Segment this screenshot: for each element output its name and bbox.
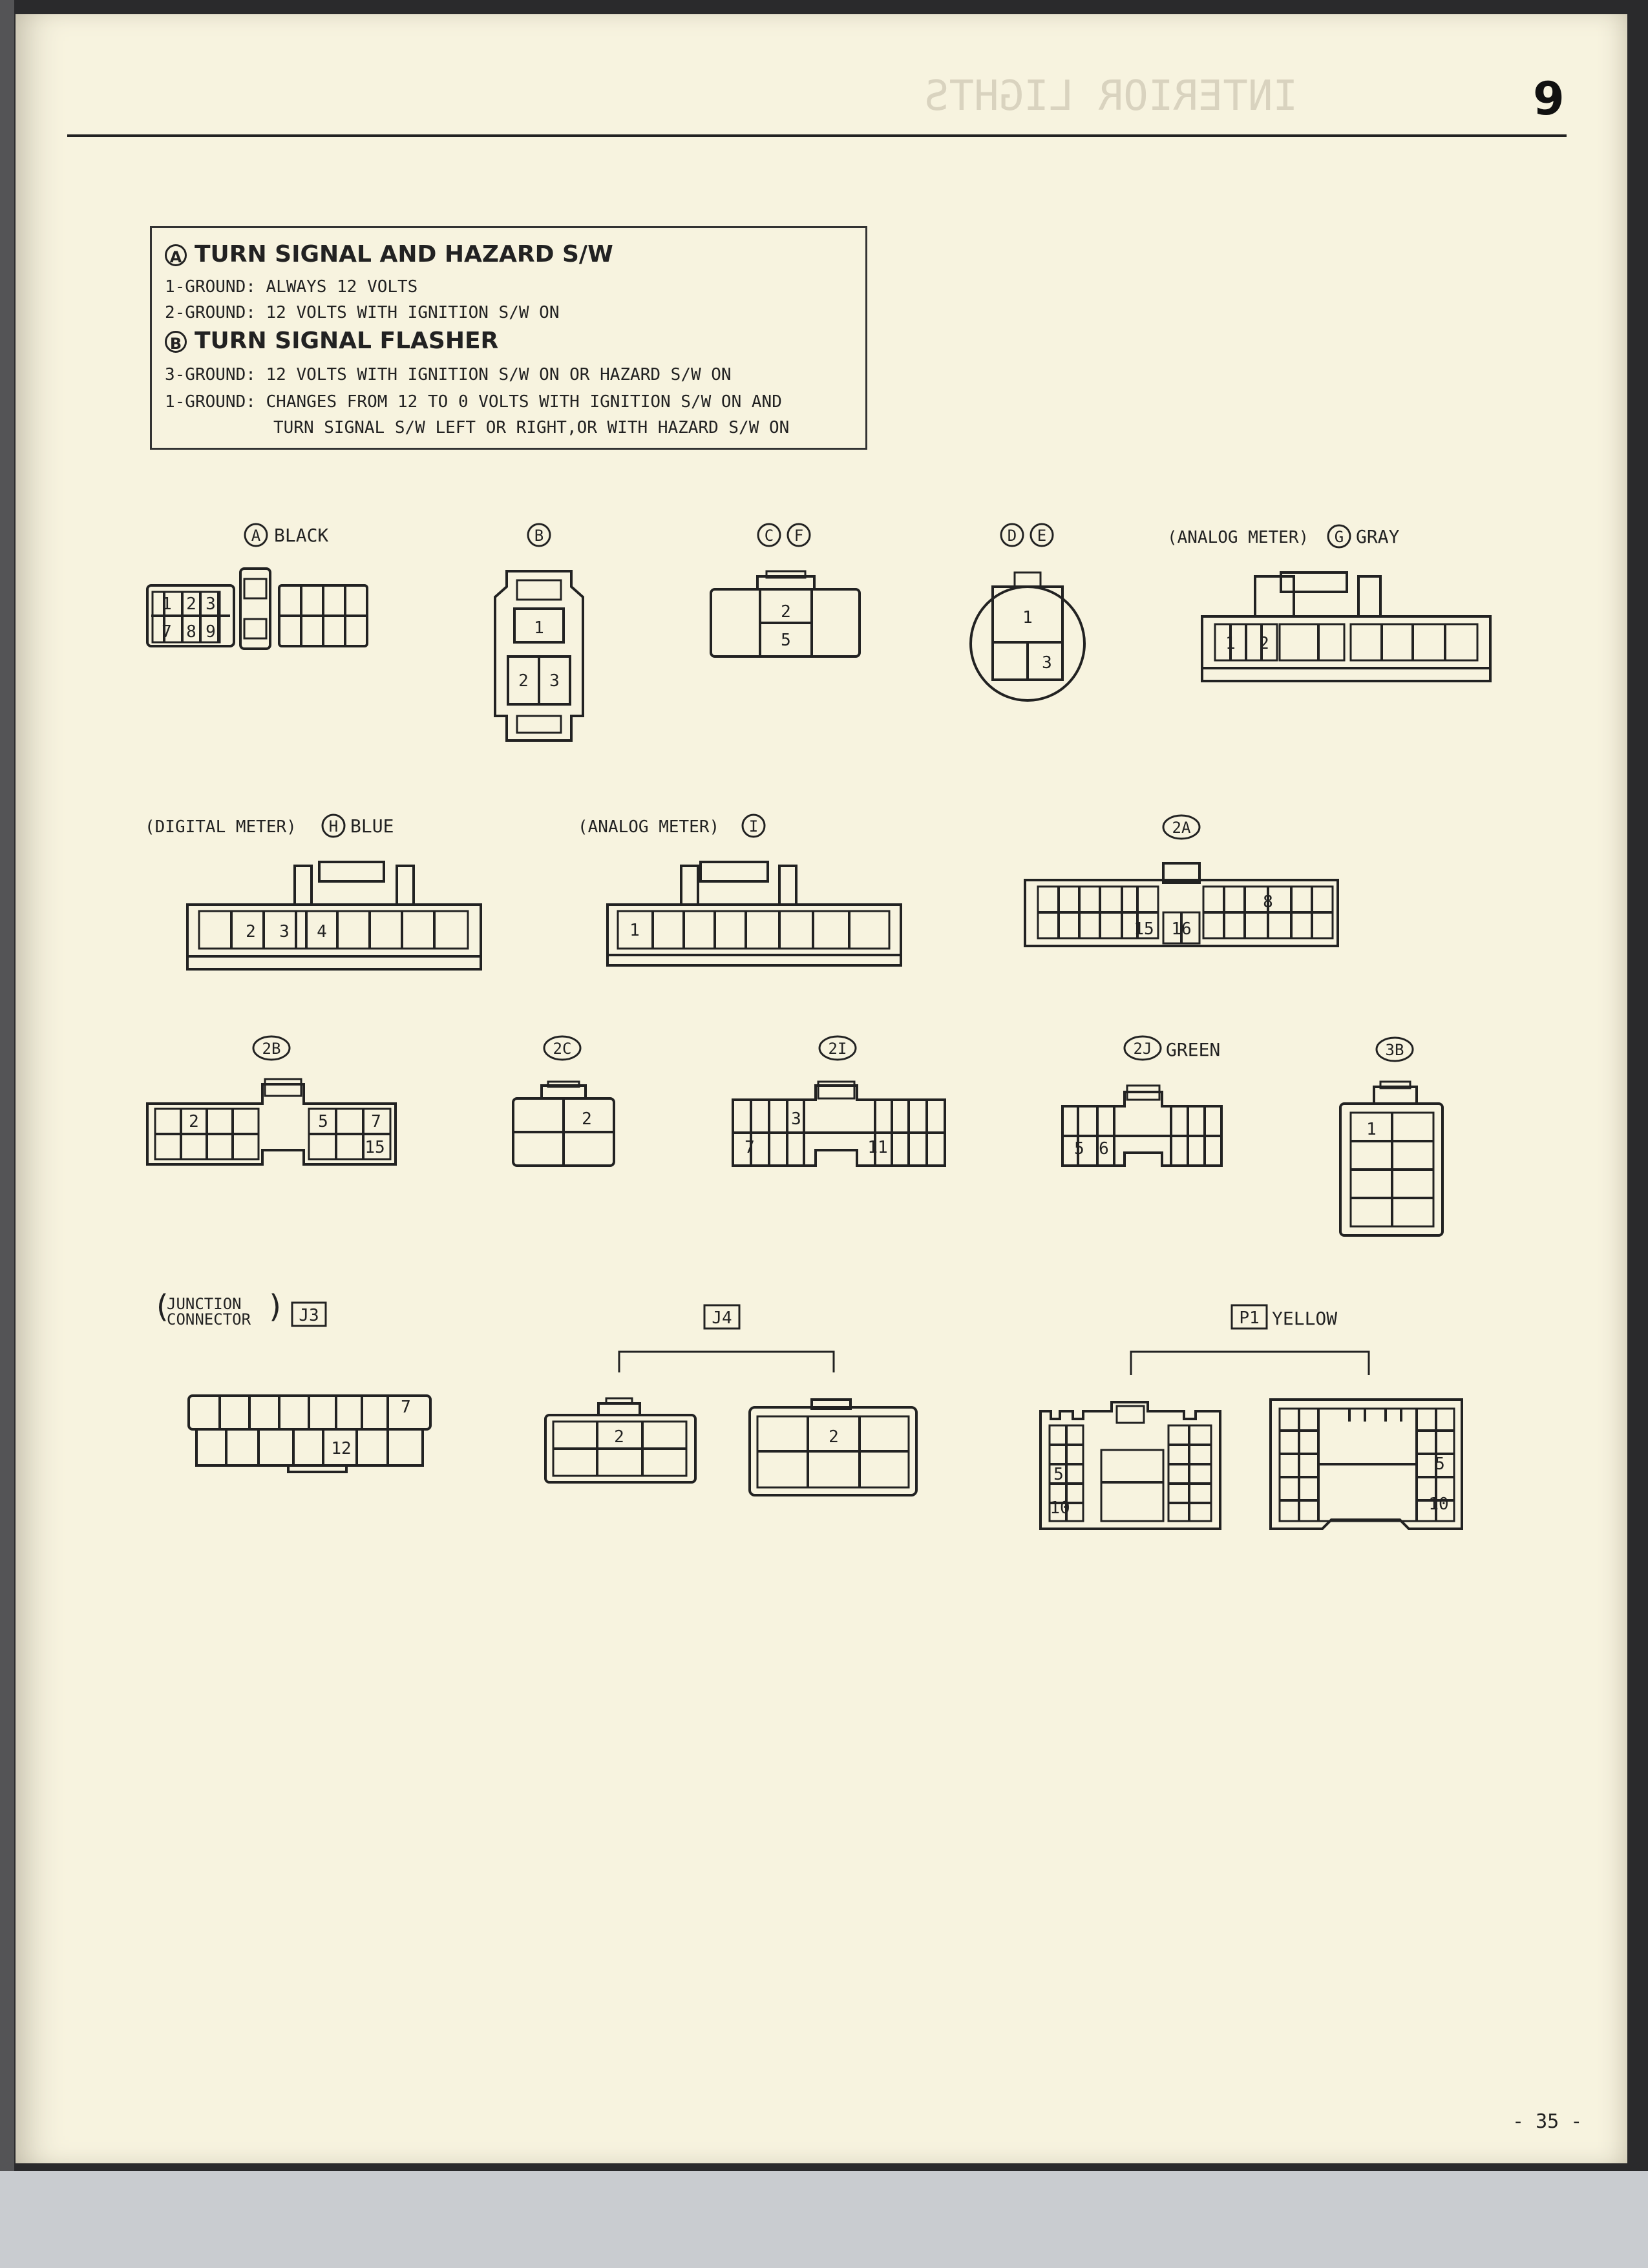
- note-a-title: TURN SIGNAL AND HAZARD S/W: [195, 241, 613, 268]
- pin-2j-5: 5: [1074, 1139, 1084, 1159]
- connector-e-id: E: [1037, 527, 1047, 545]
- pin-b-3: 3: [549, 671, 560, 691]
- pin-cf-2: 2: [781, 602, 791, 622]
- note-b-line-2: 1-GROUND: CHANGES FROM 12 TO 0 VOLTS WITH IGNITION S/W ON AND: [165, 392, 782, 412]
- pin-g-1: 1: [1225, 634, 1236, 653]
- connector-j4-id: J4: [712, 1308, 732, 1328]
- pin-a-8: 8: [186, 622, 196, 642]
- pin-2j-6: 6: [1099, 1139, 1109, 1159]
- note-b-title: TURN SIGNAL FLASHER: [195, 328, 499, 354]
- connector-h: [187, 815, 481, 969]
- connector-j4: [545, 1305, 916, 1495]
- connector-3b-id: 3B: [1385, 1041, 1404, 1059]
- pin-g-2: 2: [1259, 634, 1269, 653]
- pin-h-4: 4: [317, 922, 327, 941]
- pin-2c-2: 2: [582, 1109, 592, 1129]
- pin-2a-15: 15: [1134, 919, 1154, 939]
- connector-p1-color: YELLOW: [1272, 1308, 1338, 1329]
- connector-h-id: H: [328, 817, 339, 835]
- connector-c-id: C: [764, 527, 774, 545]
- connector-g-color: GRAY: [1356, 526, 1400, 547]
- connector-f-id: F: [794, 527, 804, 545]
- connector-a-id: A: [251, 527, 261, 545]
- connector-a-color: BLACK: [274, 525, 329, 546]
- connector-h-prefix: (DIGITAL METER): [145, 817, 297, 837]
- pin-de-1: 1: [1022, 608, 1033, 627]
- j3-paren-open: (: [153, 1288, 171, 1325]
- note-a-line-1: 1-GROUND: ALWAYS 12 VOLTS: [165, 277, 418, 297]
- pin-p1-left-5: 5: [1053, 1465, 1064, 1484]
- pin-3b-1: 1: [1366, 1120, 1377, 1139]
- pin-j4-left-2: 2: [614, 1427, 624, 1447]
- pin-p1-right-5: 5: [1435, 1454, 1445, 1474]
- section-number: 9: [1533, 72, 1565, 125]
- pin-2a-16: 16: [1171, 919, 1192, 939]
- pin-j3-12: 12: [331, 1439, 352, 1458]
- pin-2b-7: 7: [371, 1112, 381, 1131]
- pin-a-2: 2: [186, 594, 196, 614]
- j3-paren-close: ): [266, 1288, 285, 1325]
- pin-cf-5: 5: [781, 631, 791, 650]
- connector-2j-color: GREEN: [1166, 1039, 1221, 1060]
- pin-a-3: 3: [206, 594, 216, 614]
- pin-b-2: 2: [518, 671, 529, 691]
- pin-b-1: 1: [534, 618, 544, 638]
- connector-3b: [1340, 1038, 1442, 1235]
- connector-p1: [1041, 1305, 1462, 1529]
- connector-b-id: B: [534, 527, 544, 545]
- note-b-line-3: TURN SIGNAL S/W LEFT OR RIGHT,OR WITH HAZARD S/W ON: [273, 418, 790, 437]
- pin-2b-5: 5: [318, 1112, 328, 1131]
- connector-i-prefix: (ANALOG METER): [578, 817, 720, 837]
- connector-h-color: BLUE: [350, 815, 394, 837]
- pin-a-7: 7: [162, 622, 172, 642]
- connector-j3-id: J3: [299, 1306, 319, 1325]
- circled-letter-b: B: [165, 331, 187, 353]
- pin-h-2: 2: [246, 922, 256, 941]
- pin-a-1: 1: [162, 594, 172, 614]
- j3-prefix-line2: CONNECTOR: [167, 1310, 251, 1328]
- page-number: - 35 -: [1512, 2110, 1583, 2133]
- connector-2c-id: 2C: [553, 1040, 572, 1058]
- connector-2b-id: 2B: [262, 1040, 281, 1058]
- pin-2i-7: 7: [745, 1138, 755, 1157]
- pin-2b-15: 15: [364, 1138, 385, 1157]
- pin-p1-left-10: 10: [1050, 1498, 1070, 1518]
- connector-g-prefix: (ANALOG METER): [1167, 528, 1309, 547]
- j3-prefix-line1: JUNCTION: [167, 1295, 242, 1313]
- pin-2i-11: 11: [867, 1138, 888, 1157]
- pin-2a-8: 8: [1263, 892, 1273, 912]
- connector-g: [1202, 525, 1490, 681]
- connector-d-id: D: [1007, 527, 1017, 545]
- pin-p1-right-10: 10: [1428, 1495, 1449, 1514]
- circled-letter-a: A: [165, 244, 187, 266]
- connector-2j-id: 2J: [1133, 1040, 1152, 1058]
- pin-j3-7: 7: [401, 1398, 411, 1417]
- pin-h-3: 3: [279, 922, 290, 941]
- connector-g-id: G: [1334, 528, 1344, 546]
- bleed-through-title: INTERIOR LIGHTS: [924, 72, 1298, 120]
- note-b-line-1: 3-GROUND: 12 VOLTS WITH IGNITION S/W ON OR HAZARD S/W ON: [165, 365, 732, 384]
- note-a-line-2: 2-GROUND: 12 VOLTS WITH IGNITION S/W ON: [165, 303, 560, 322]
- connector-2a-id: 2A: [1172, 819, 1191, 837]
- pin-de-3: 3: [1042, 653, 1052, 673]
- pin-2b-2: 2: [189, 1112, 199, 1131]
- connector-i: [607, 815, 901, 965]
- connector-i-id: I: [748, 817, 759, 835]
- pin-j4-right-2: 2: [829, 1427, 839, 1447]
- pin-2i-3: 3: [791, 1109, 801, 1129]
- pin-i-1: 1: [629, 921, 640, 940]
- connector-p1-id: P1: [1239, 1308, 1260, 1328]
- pin-a-9: 9: [206, 622, 216, 642]
- connector-2i-id: 2I: [828, 1040, 847, 1058]
